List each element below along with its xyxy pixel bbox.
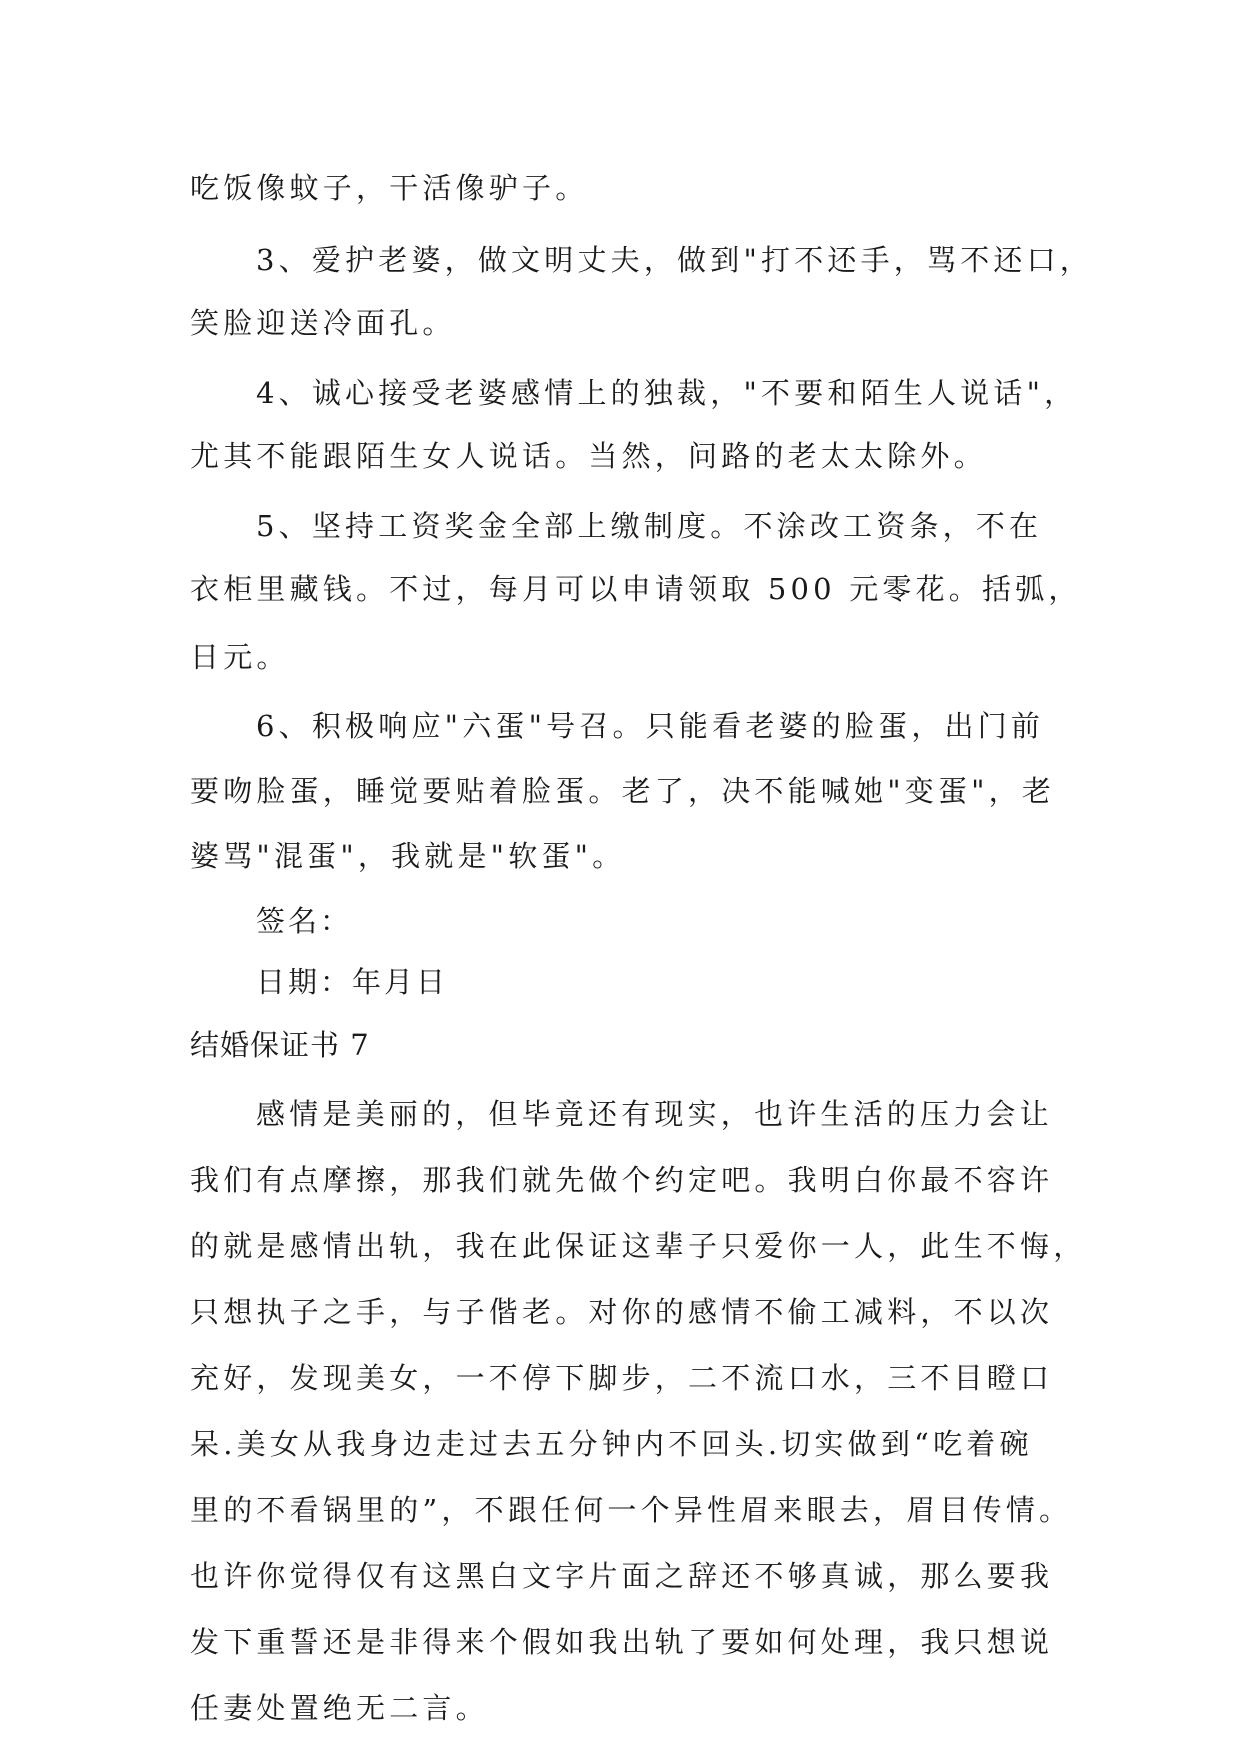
text-line: 感情是美丽的，但毕竟还有现实，也许生活的压力会让 bbox=[256, 1097, 1053, 1131]
text-line: 发下重誓还是非得来个假如我出轨了要如何处理，我只想说 bbox=[190, 1625, 1054, 1659]
text-line: 5、坚持工资奖金全部上缴制度。不涂改工资条，不在 bbox=[256, 509, 1043, 543]
text-line: 4、诚心接受老婆感情上的独裁，"不要和陌生人说话"， bbox=[256, 376, 1078, 410]
text-line: 6、积极响应"六蛋"号召。只能看老婆的脸蛋，出门前 bbox=[256, 709, 1045, 743]
text-line: 充好，发现美女，一不停下脚步，二不流口水，三不目瞪口 bbox=[190, 1361, 1054, 1395]
text-line: 婆骂"混蛋"，我就是"软蛋"。 bbox=[190, 839, 626, 873]
text-line: 呆.美女从我身边走过去五分钟内不回头.切实做到“吃着碗 bbox=[190, 1427, 1033, 1461]
section-heading: 结婚保证书 7 bbox=[190, 1028, 370, 1062]
date-label: 日期：年月日 bbox=[256, 965, 449, 999]
text-line: 3、爱护老婆，做文明丈夫，做到"打不还手，骂不还口， bbox=[256, 243, 1093, 277]
text-line: 只想执子之手，与子偕老。对你的感情不偷工减料，不以次 bbox=[190, 1295, 1054, 1329]
text-line: 我们有点摩擦，那我们就先做个约定吧。我明白你最不容许 bbox=[190, 1163, 1054, 1197]
text-line: 的就是感情出轨，我在此保证这辈子只爱你一人，此生不悔， bbox=[190, 1229, 1087, 1263]
text-line: 衣柜里藏钱。不过，每月可以申请领取 500 元零花。括弧， bbox=[190, 572, 1082, 606]
text-line: 吃饭像蚊子，干活像驴子。 bbox=[190, 171, 589, 205]
text-line: 里的不看锅里的”，不跟任何一个异性眉来眼去，眉目传情。 bbox=[190, 1493, 1073, 1527]
signature-label: 签名： bbox=[256, 904, 353, 938]
text-line: 日元。 bbox=[190, 640, 290, 674]
text-line: 也许你觉得仅有这黑白文字片面之辞还不够真诚，那么要我 bbox=[190, 1559, 1054, 1593]
text-line: 尤其不能跟陌生女人说话。当然，问路的老太太除外。 bbox=[190, 439, 987, 473]
text-line: 任妻处置绝无二言。 bbox=[190, 1691, 489, 1725]
text-line: 笑脸迎送冷面孔。 bbox=[190, 306, 456, 340]
text-line: 要吻脸蛋，睡觉要贴着脸蛋。老了，决不能喊她"变蛋"，老 bbox=[190, 774, 1056, 808]
